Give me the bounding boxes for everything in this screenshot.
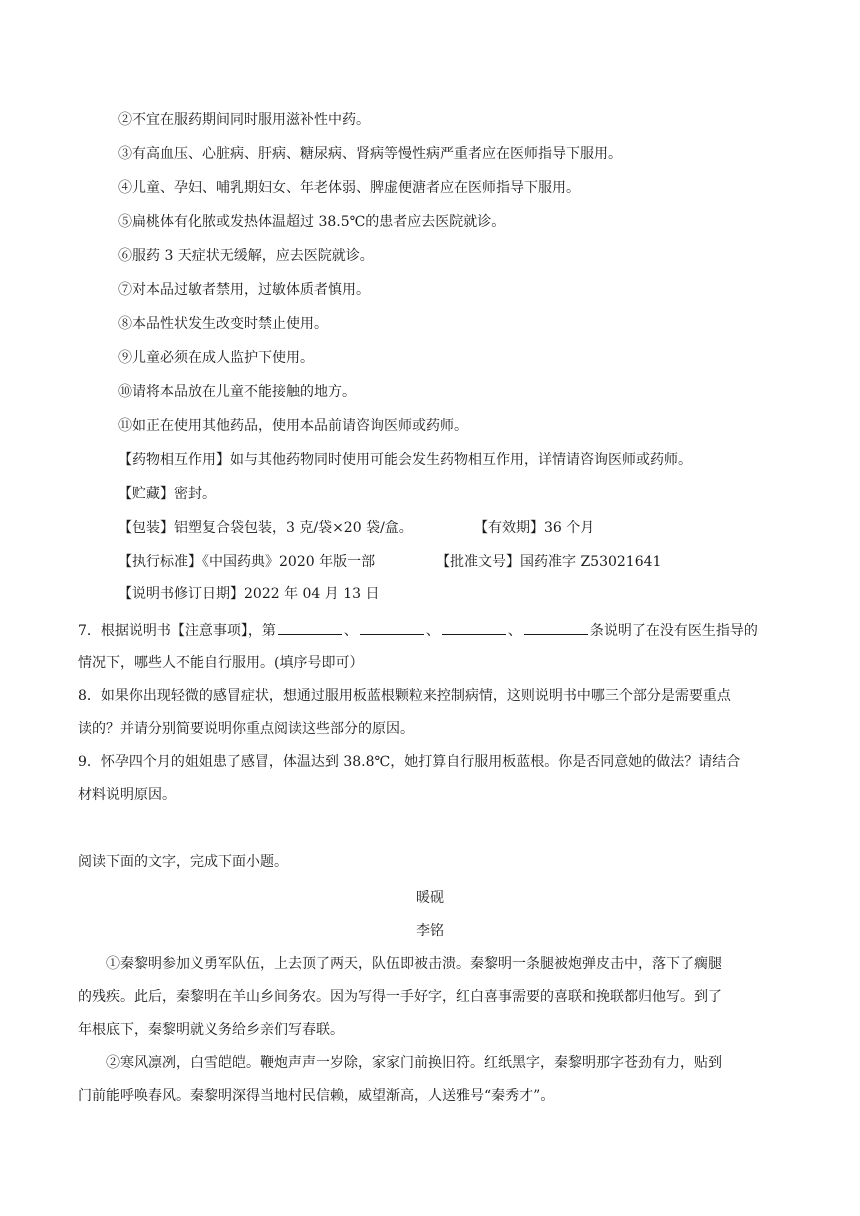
question-7-line-2: 情况下，哪些人不能自行服用。(填序号即可） [78,655,364,671]
paragraph-2-line-1: ②寒风凛冽，白雪皑皑。鞭炮声声一岁除，家家门前换旧符。红纸黑字，秦黎明那字苍劲有力，贴到 [106,1055,722,1071]
question-9-line-1: 9．怀孕四个月的姐姐患了感冒，体温达到 38.8℃，她打算自行服用板蓝根。你是否同意她的做法？请结合 [78,754,741,770]
note-9: ⑨儿童必须在成人监护下使用。 [118,350,314,366]
info-approval: 【批准文号】国药准字 Z53021641 [436,554,662,570]
passage-author: 李铭 [416,923,444,939]
reading-intro: 阅读下面的文字，完成下面小题。 [78,854,288,870]
note-7: ⑦对本品过敏者禁用，过敏体质者慎用。 [118,282,370,298]
question-8-line-2: 读的？并请分别简要说明你重点阅读这些部分的原因。 [78,721,414,737]
note-8: ⑧本品性状发生改变时禁止使用。 [118,316,328,332]
question-9-line-2: 材料说明原因。 [78,787,176,803]
info-revision: 【说明书修订日期】2022 年 04 月 13 日 [118,586,380,602]
note-5: ⑤扁桃体有化脓或发热体温超过 38.5℃的患者应去医院就诊。 [118,214,506,230]
question-7-text-a: 7．根据说明书【注意事项】，第 [78,623,276,639]
question-7-sep-3: 、 [507,623,522,639]
answer-blank-2[interactable] [360,620,424,635]
question-7-sep-1: 、 [343,623,358,639]
info-storage: 【贮藏】密封。 [118,486,216,502]
note-2: ②不宜在服药期间同时服用滋补性中药。 [118,112,370,128]
note-10: ⑩请将本品放在儿童不能接触的地方。 [118,384,356,400]
note-3: ③有高血压、心脏病、肝病、糖尿病、肾病等慢性病严重者应在医师指导下服用。 [118,146,622,162]
note-11: ⑪如正在使用其他药品，使用本品前请咨询医师或药师。 [118,418,468,434]
passage-title: 暖砚 [416,890,444,906]
info-package: 【包装】铝塑复合袋包装，3 克/袋×20 袋/盒。 [118,520,413,536]
paragraph-2-line-2: 门前能呼唤春风。秦黎明深得当地村民信赖，威望渐高，人送雅号“秦秀才”。 [78,1088,555,1104]
answer-blank-1[interactable] [278,620,342,635]
answer-blank-3[interactable] [442,620,506,635]
answer-blank-4[interactable] [524,620,588,635]
question-7-line-1 [78,620,758,641]
info-interaction: 【药物相互作用】如与其他药物同时使用可能会发生药物相互作用，详情请咨询医师或药师。 [118,452,692,468]
info-standard: 【执行标准】《中国药典》2020 年版一部 [118,554,376,570]
info-validity: 【有效期】36 个月 [474,520,595,536]
paragraph-1-line-2: 的残疾。此后，秦黎明在羊山乡间务农。因为写得一手好字，红白喜事需要的喜联和挽联都归他写。到了 [78,989,722,1005]
question-8-line-1: 8．如果你出现轻微的感冒症状，想通过服用板蓝根颗粒来控制病情，这则说明书中哪三个部分是需要重点 [78,688,731,704]
paragraph-1-line-1: ①秦黎明参加义勇军队伍，上去顶了两天，队伍即被击溃。秦黎明一条腿被炮弹皮击中，落下了瘸腿 [106,956,722,972]
note-6: ⑥服药 3 天症状无缓解，应去医院就诊。 [118,248,374,264]
question-7-text-b: 条说明了在没有医生指导的 [589,623,758,639]
question-7-sep-2: 、 [425,623,440,639]
paragraph-1-line-3: 年根底下，秦黎明就义务给乡亲们写春联。 [78,1022,344,1038]
note-4: ④儿童、孕妇、哺乳期妇女、年老体弱、脾虚便溏者应在医师指导下服用。 [118,180,580,196]
